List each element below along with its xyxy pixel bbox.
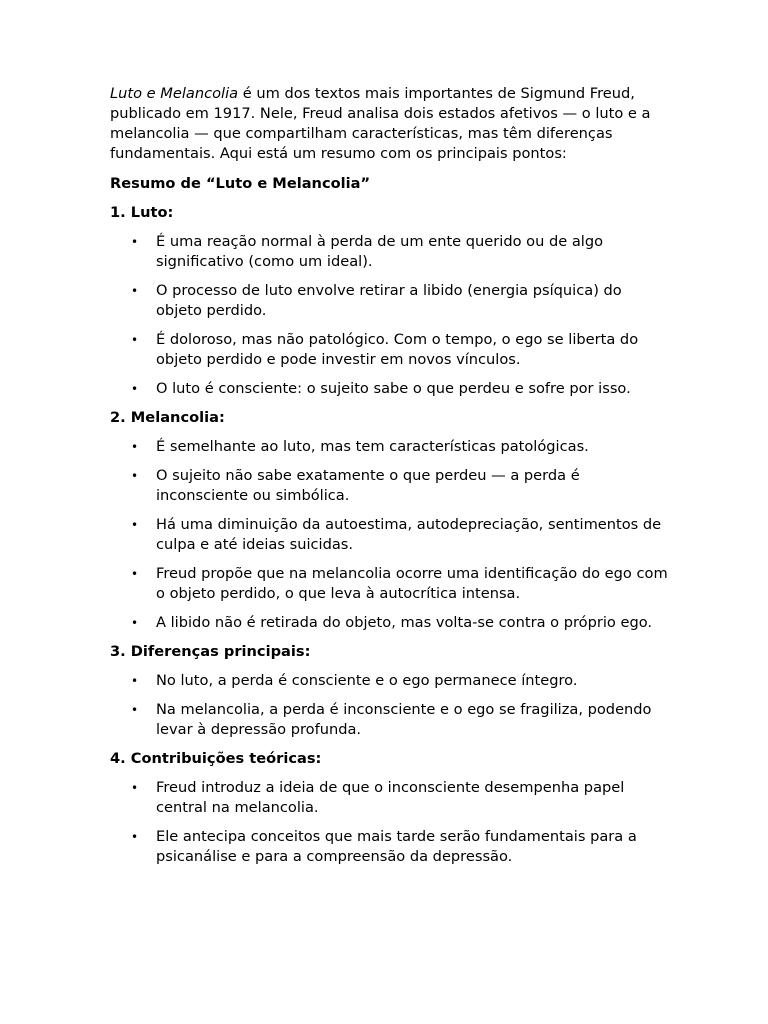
list-item-text: O luto é consciente: o sujeito sabe o que perdeu e sofre por isso. bbox=[156, 380, 631, 397]
list-item-text: O processo de luto envolve retirar a libido (energia psíquica) do objeto perdido. bbox=[156, 282, 622, 319]
list-item bbox=[110, 827, 670, 867]
bullet-icon: • bbox=[131, 469, 139, 483]
bullet-icon: • bbox=[131, 518, 139, 532]
list-item-text: Na melancolia, a perda é inconsciente e o ego se fragiliza, podendo levar à depressão profunda. bbox=[156, 701, 652, 738]
bullet-list bbox=[110, 671, 670, 740]
list-item-text: É doloroso, mas não patológico. Com o tempo, o ego se liberta do objeto perdido e pode investir em novos vínculos. bbox=[156, 331, 639, 368]
list-item bbox=[110, 330, 670, 370]
list-item-text: Ele antecipa conceitos que mais tarde serão fundamentais para a psicanálise e para a compreensão da depressão. bbox=[156, 828, 637, 865]
list-item bbox=[110, 466, 670, 506]
list-item bbox=[110, 281, 670, 321]
bullet-icon: • bbox=[131, 440, 139, 454]
section-heading: 3. Diferenças principais: bbox=[110, 643, 311, 660]
list-item bbox=[110, 232, 670, 272]
bullet-icon: • bbox=[131, 830, 139, 844]
section-heading: 4. Contribuições teóricas: bbox=[110, 750, 322, 767]
bullet-icon: • bbox=[131, 781, 139, 795]
list-item bbox=[110, 613, 670, 633]
sections-container bbox=[110, 203, 670, 867]
intro-text: é um dos textos mais importantes de Sigmund Freud, publicado em 1917. Nele, Freud analisa dois estados afetivos — o luto e a melancolia — que compartilham características, mas têm diferenças fundamentais. Aqui está um resumo com os principais pontos: bbox=[110, 85, 651, 162]
list-item-text: Há uma diminuição da autoestima, autodepreciação, sentimentos de culpa e até ideias suicidas. bbox=[156, 516, 662, 553]
list-item-text: É semelhante ao luto, mas tem características patológicas. bbox=[156, 438, 589, 455]
list-item bbox=[110, 671, 670, 691]
list-item bbox=[110, 379, 670, 399]
section-heading: 2. Melancolia: bbox=[110, 409, 225, 426]
list-item bbox=[110, 515, 670, 555]
list-item-text: A libido não é retirada do objeto, mas volta-se contra o próprio ego. bbox=[156, 614, 653, 631]
bullet-icon: • bbox=[131, 703, 139, 717]
document-page bbox=[110, 84, 670, 876]
bullet-list bbox=[110, 437, 670, 633]
list-item bbox=[110, 437, 670, 457]
intro-title-italic: Luto e Melancolia bbox=[110, 85, 239, 102]
list-item bbox=[110, 700, 670, 740]
intro-paragraph bbox=[110, 84, 670, 164]
list-item-text: No luto, a perda é consciente e o ego permanece íntegro. bbox=[156, 672, 578, 689]
bullet-list bbox=[110, 778, 670, 867]
list-item-text: Freud propõe que na melancolia ocorre uma identificação do ego com o objeto perdido, o que leva à autocrítica intensa. bbox=[156, 565, 668, 602]
list-item bbox=[110, 778, 670, 818]
bullet-icon: • bbox=[131, 333, 139, 347]
bullet-icon: • bbox=[131, 674, 139, 688]
bullet-list bbox=[110, 232, 670, 399]
list-item bbox=[110, 564, 670, 604]
section-heading: 1. Luto: bbox=[110, 204, 174, 221]
bullet-icon: • bbox=[131, 567, 139, 581]
bullet-icon: • bbox=[131, 235, 139, 249]
list-item-text: É uma reação normal à perda de um ente querido ou de algo significativo (como um ideal). bbox=[156, 233, 604, 270]
bullet-icon: • bbox=[131, 382, 139, 396]
bullet-icon: • bbox=[131, 616, 139, 630]
list-item-text: O sujeito não sabe exatamente o que perdeu — a perda é inconsciente ou simbólica. bbox=[156, 467, 580, 504]
list-item-text: Freud introduz a ideia de que o inconsciente desempenha papel central na melancolia. bbox=[156, 779, 625, 816]
summary-title: Resumo de “Luto e Melancolia” bbox=[110, 175, 371, 192]
bullet-icon: • bbox=[131, 284, 139, 298]
